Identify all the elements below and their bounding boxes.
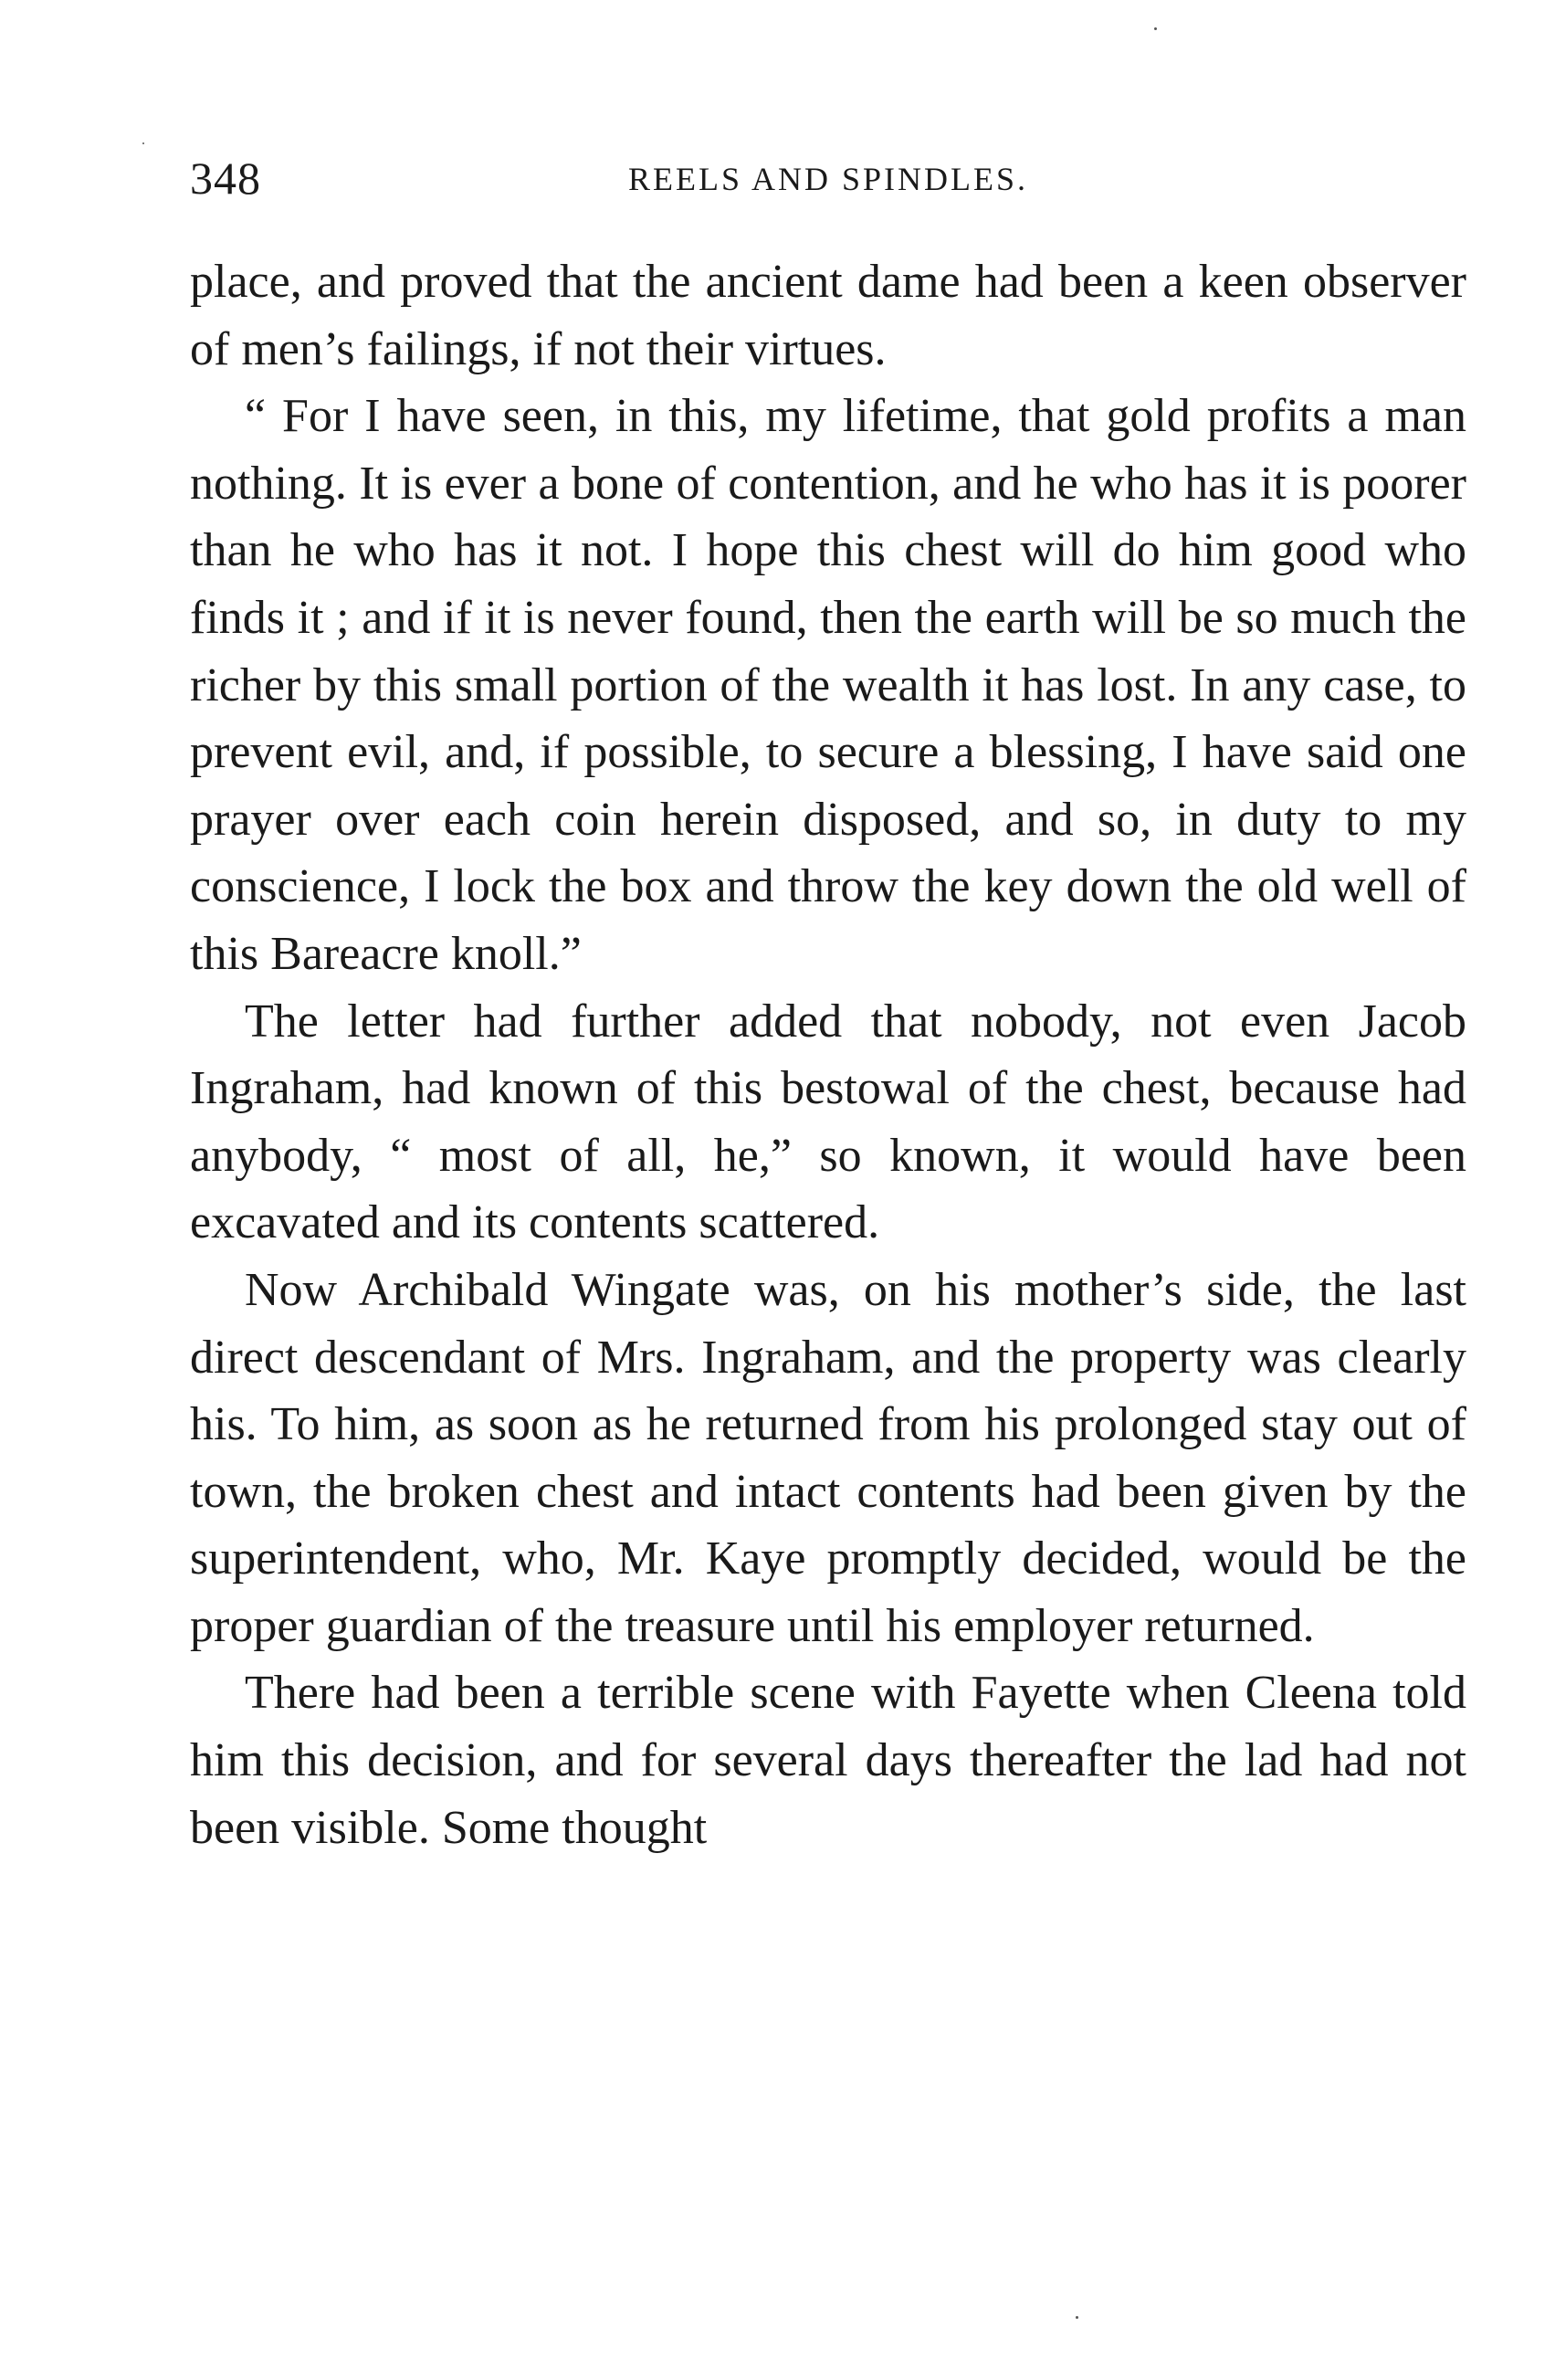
paragraph: There had been a terrible scene with Fayette when Cleena told him this decision, and for several days thereafter the lad had not been visible. Some thought xyxy=(190,1667,1466,1854)
paragraph: Now Archibald Wingate was, on his mother’s side, the last direct descendant of Mrs. Ingraham, and the property was clearly his. To him, as soon as he returned from his prolonged stay out of town, the broken chest and intact contents had been given by the superintendent, who, Mr. Kaye promptly decided, would be the proper guardian of the treasure until his employer returned. xyxy=(190,1263,1466,1652)
paragraph-continued: place, and proved that the ancient dame had been a keen observer of men’s failings, if not their virtues. xyxy=(190,256,1466,375)
body-text xyxy=(190,248,1466,1861)
page-number: 348 xyxy=(190,153,261,204)
running-head xyxy=(190,146,1466,210)
running-title: REELS AND SPINDLES. xyxy=(627,161,1029,197)
print-speck xyxy=(1154,27,1157,30)
print-speck xyxy=(1076,2316,1078,2319)
paragraph: The letter had further added that nobody, not even Jacob Ingraham, had known of this bestowal of the chest, because had anybody, “ most of all, he,” so known, it would have been excavated and its contents scattered. xyxy=(190,995,1466,1249)
paragraph-quoted-letter: “ For I have seen, in this, my lifetime, that gold profits a man nothing. It is ever a bone of contention, and he who has it is poorer than he who has it not. I hope this chest will do him good who finds it ; and if it is never found, then the earth will be so much the richer by this small portion of the wealth it has lost. In any case, to prevent evil, and, if possible, to secure a blessing, I have said one prayer over each coin herein disposed, and so, in duty to my conscience, I lock the box and throw the key down the old well of this Bareacre knoll.” xyxy=(190,390,1466,980)
print-speck xyxy=(142,142,144,144)
